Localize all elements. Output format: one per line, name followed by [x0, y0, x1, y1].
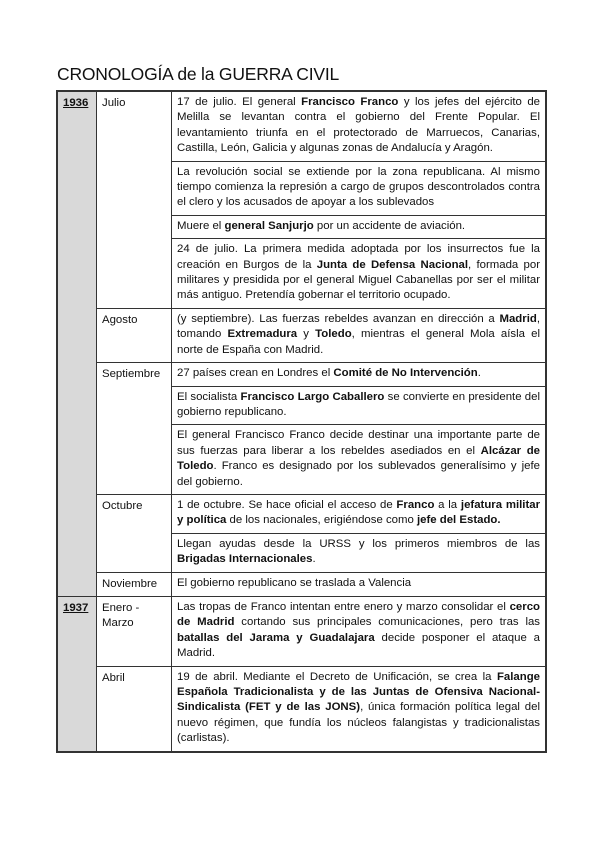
month-cell: Agosto [97, 308, 172, 362]
month-cell: Octubre [97, 494, 172, 572]
event-text: , formada por militares y presidida por el general Miguel Cabanellas por ser el militar más antiguo. Pretendía gobernar el territorio ocupado. [177, 258, 540, 302]
event-cell [172, 386, 547, 425]
month-cell: Enero - Marzo [97, 596, 172, 666]
highlighted-text: Brigadas Internacionales [177, 553, 313, 566]
event-text: El general Francisco Franco decide destinar una importante parte de sus fuerzas para liberar a los rebeldes asediados en el [177, 429, 540, 457]
event-cell [172, 572, 547, 596]
year-cell: 1937 [57, 596, 97, 751]
event-text: y los jefes del ejército de Melilla se levantan contra el gobierno del Frente Popular. El levantamiento triunfa en el protectorado de Marruecos, Canarias, Castilla, León, Galicia y algunas zonas de Andalucía y Aragón. [177, 96, 541, 155]
event-cell [172, 161, 547, 215]
event-cell [172, 596, 547, 666]
event-text: se convierte en presidente del gobierno republicano. [177, 390, 540, 418]
month-cell: Abril [97, 666, 172, 752]
event-text: (y septiembre). Las fuerzas rebeldes avanzan en dirección a [177, 312, 500, 325]
event-text: por un accidente de aviación. [313, 219, 466, 232]
table-row [57, 596, 546, 666]
table-row [57, 572, 546, 596]
table-row [57, 666, 546, 752]
event-text: a la [434, 498, 461, 511]
month-cell: Julio [97, 91, 172, 308]
highlighted-text: Falange Española Tradicionalista y de las Juntas de Ofensiva Nacional-Sindicalista (FET y de las JONS) [177, 670, 540, 714]
table-row [57, 494, 546, 533]
event-text: Muere el [177, 219, 225, 232]
event-text: 27 países crean en Londres el [177, 367, 334, 380]
page-title: CRONOLOGÍA de la GUERRA CIVIL [57, 64, 340, 84]
highlighted-text: general Sanjurjo [224, 219, 314, 232]
highlighted-text: Extremadura [227, 328, 298, 341]
event-text: 17 de julio. El general [177, 96, 302, 108]
year-cell: 1936 [57, 91, 97, 596]
event-cell [172, 533, 547, 572]
event-text: Llegan ayudas desde la URSS y los primeros miembros de las [177, 537, 540, 550]
highlighted-text: Toledo [315, 328, 352, 341]
event-text: . [312, 553, 316, 566]
event-cell [172, 215, 547, 238]
table-row [57, 91, 546, 161]
highlighted-text: Francisco Franco [301, 96, 399, 108]
highlighted-text: jefatura militar y política [177, 498, 540, 527]
highlighted-text: Franco [396, 498, 435, 511]
highlighted-text: Comité de No Intervención [333, 367, 478, 380]
event-text: , mientras el general Mola aísla el norte de España con Madrid. [177, 328, 540, 356]
event-text: 19 de abril. Mediante el Decreto de Unificación, se crea la [177, 670, 497, 683]
highlighted-text: Francisco Largo Caballero [240, 390, 385, 403]
chronology-table [56, 90, 547, 753]
event-cell [172, 308, 547, 362]
event-text: , única formación política legal del nuevo régimen, que fundía los núcleos falangistas y tradicionalistas (carlistas). [177, 701, 540, 745]
event-cell [172, 666, 547, 752]
table-row [57, 308, 546, 362]
event-cell [172, 425, 547, 495]
event-text: 1 de octubre. Se hace oficial el acceso de [177, 498, 397, 511]
event-cell [172, 91, 547, 161]
event-text: El gobierno republicano se traslada a Valencia [177, 576, 412, 589]
event-cell [172, 239, 547, 309]
table-row [57, 363, 546, 386]
event-text: decide posponer el ataque a Madrid. [177, 631, 540, 660]
event-text: Las tropas de Franco intentan entre enero y marzo consolidar el [177, 600, 510, 613]
highlighted-text: batallas del Jarama y Guadalajara [177, 631, 375, 644]
event-text: . [477, 367, 481, 380]
highlighted-text: cerco de Madrid [177, 600, 540, 629]
event-text: El socialista [177, 390, 241, 403]
highlighted-text: Junta de Defensa Nacional [316, 258, 469, 271]
event-text: cortando sus principales comunicaciones, pero tras las [234, 616, 541, 629]
event-cell [172, 494, 547, 533]
month-cell: Septiembre [97, 363, 172, 495]
event-text: La revolución social se extiende por la zona republicana. Al mismo tiempo comienza la represión a cargo de grupos descontrolados contra el clero y los acusados de apoyar a los sublevados [177, 165, 540, 209]
event-text: 24 de julio. La primera medida adoptada por los insurrectos fue la creación en Burgos de la [177, 243, 540, 271]
event-text: y [297, 328, 316, 341]
event-cell [172, 363, 547, 386]
event-text: de los nacionales, erigiéndose como [226, 514, 417, 527]
event-text: , tomando [177, 312, 540, 341]
month-cell: Noviembre [97, 572, 172, 596]
event-text: . Franco es designado por los sublevados generalísimo y jefe del gobierno. [177, 460, 540, 488]
highlighted-text: Alcázar de Toledo [177, 444, 541, 473]
highlighted-text: Madrid [499, 312, 537, 325]
highlighted-text: jefe del Estado. [416, 514, 501, 527]
